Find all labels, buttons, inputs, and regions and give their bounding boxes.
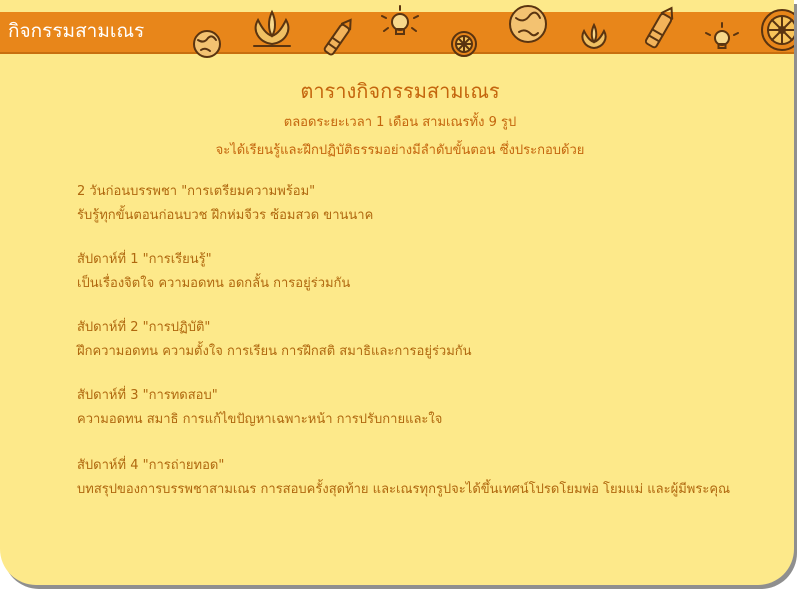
top-strip <box>0 0 794 12</box>
schedule-item-desc: รับรู้ทุกขั้นตอนก่อนบวช ฝึกห่มจีวร ซ้อมสวด ขานนาค <box>77 208 374 223</box>
header-bar <box>0 12 794 54</box>
schedule-item-desc: ฝึกความอดทน ความตั้งใจ การเรียน การฝึกสติ สมาธิและการอยู่ร่วมกัน <box>77 344 472 359</box>
schedule-item-title: สัปดาห์ที่ 1 "การเรียนรู้" <box>77 252 212 267</box>
schedule-item-title: 2 วันก่อนบรรพชา "การเตรียมความพร้อม" <box>77 184 316 199</box>
subtitle-line-2: จะได้เรียนรู้และฝึกปฏิบัติธรรมอย่างมีลำดับขั้นตอน ซึ่งประกอบด้วย <box>215 143 585 158</box>
schedule-item-desc: ความอดทน สมาธิ การแก้ไขปัญหาเฉพาะหน้า การปรับกายและใจ <box>77 412 443 427</box>
schedule-item <box>77 454 737 502</box>
schedule-item-title: สัปดาห์ที่ 3 "การทดสอบ" <box>77 388 218 403</box>
page-title: ตารางกิจกรรมสามเณร <box>300 79 500 103</box>
schedule-item-desc: เป็นเรื่องจิตใจ ความอดทน อดกลั้น การอยู่ร่วมกัน <box>77 276 351 291</box>
header-title: กิจกรรมสามเณร <box>8 20 145 42</box>
schedule-item-title: สัปดาห์ที่ 4 "การถ่ายทอด" <box>77 458 225 473</box>
schedule-item <box>77 180 757 228</box>
schedule-item <box>77 384 757 432</box>
schedule-item-desc: บทสรุปของการบรรพชาสามเณร การสอบครั้งสุดท้าย และเณรทุกรูปจะได้ขึ้นเทศน์โปรดโยมพ่อ โยมแม่ และผู้มีพระคุณ <box>77 482 731 497</box>
schedule-item <box>77 316 757 364</box>
schedule-item <box>77 248 757 296</box>
schedule-item-title: สัปดาห์ที่ 2 "การปฏิบัติ" <box>77 320 211 335</box>
subtitle-line-1: ตลอดระยะเวลา 1 เดือน สามเณรทั้ง 9 รูป <box>283 115 517 130</box>
